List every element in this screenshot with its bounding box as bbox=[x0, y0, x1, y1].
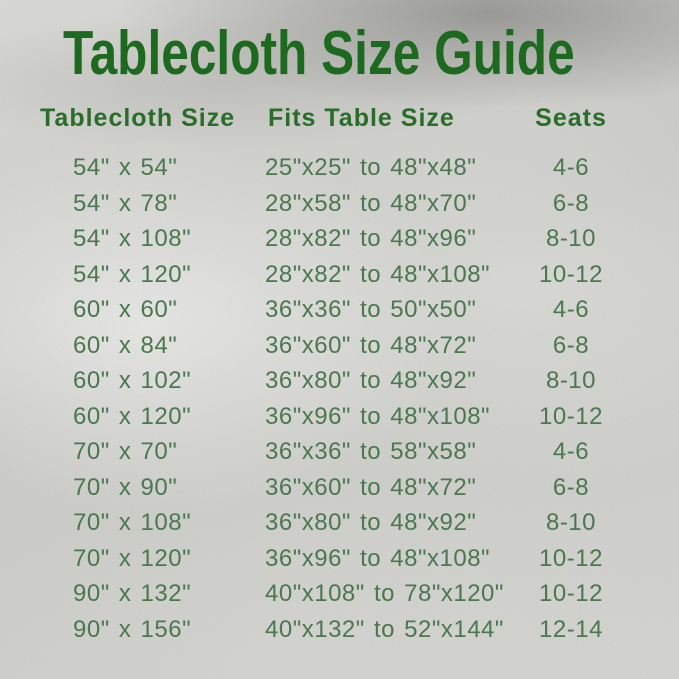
table-row bbox=[0, 434, 679, 470]
tablecloth-size-cell: 90" x 156" bbox=[73, 615, 192, 643]
seats-cell: 8-10 bbox=[545, 225, 597, 252]
table-row bbox=[0, 363, 679, 399]
table-row bbox=[0, 328, 679, 364]
tablecloth-size-cell: 60" x 84" bbox=[73, 331, 178, 359]
fits-table-size-cell: 40"x108" to 78"x120" bbox=[265, 580, 504, 607]
tablecloth-size-cell: 70" x 120" bbox=[73, 544, 192, 572]
tablecloth-size-cell: 54" x 78" bbox=[73, 189, 178, 217]
fits-table-size-cell: 36"x60" to 48"x72" bbox=[265, 331, 477, 359]
fits-table-size-cell: 40"x132" to 52"x144" bbox=[265, 615, 504, 643]
fits-table-size-cell: 28"x82" to 48"x108" bbox=[265, 260, 491, 288]
table-row bbox=[0, 150, 679, 186]
tablecloth-size-cell: 54" x 54" bbox=[73, 154, 178, 181]
table-row bbox=[0, 221, 679, 257]
seats-cell: 8-10 bbox=[545, 367, 597, 394]
tablecloth-size-cell: 90" x 132" bbox=[73, 580, 192, 607]
tablecloth-size-cell: 60" x 60" bbox=[73, 296, 178, 323]
fits-table-size-cell: 28"x82" to 48"x96" bbox=[265, 225, 477, 252]
fits-table-size-cell: 36"x36" to 58"x58" bbox=[265, 438, 477, 465]
seats-cell: 10-12 bbox=[539, 402, 603, 430]
table-row bbox=[0, 541, 679, 577]
fits-table-size-cell: 25"x25" to 48"x48" bbox=[265, 154, 477, 181]
table-row bbox=[0, 505, 679, 541]
fits-table-size-cell: 28"x58" to 48"x70" bbox=[265, 189, 477, 217]
seats-cell: 4-6 bbox=[552, 438, 590, 465]
title-bar bbox=[0, 18, 658, 89]
table-header-row bbox=[0, 98, 679, 138]
tablecloth-size-cell: 60" x 102" bbox=[73, 367, 192, 394]
fits-table-size-cell: 36"x96" to 48"x108" bbox=[265, 544, 491, 572]
column-header-seats: Seats bbox=[535, 104, 607, 132]
seats-cell: 6-8 bbox=[552, 331, 590, 359]
table-row bbox=[0, 612, 679, 648]
table-row bbox=[0, 470, 679, 506]
seats-cell: 8-10 bbox=[545, 509, 597, 536]
seats-cell: 10-12 bbox=[539, 580, 603, 607]
seats-cell: 12-14 bbox=[539, 615, 603, 643]
seats-cell: 10-12 bbox=[539, 260, 603, 288]
table-row bbox=[0, 292, 679, 328]
seats-cell: 4-6 bbox=[552, 296, 590, 323]
tablecloth-size-cell: 60" x 120" bbox=[73, 402, 192, 430]
table-row bbox=[0, 186, 679, 222]
page-title: Tablecloth Size Guide bbox=[62, 19, 575, 88]
tablecloth-size-cell: 70" x 108" bbox=[73, 509, 192, 536]
fits-table-size-cell: 36"x36" to 50"x50" bbox=[265, 296, 477, 323]
tablecloth-size-cell: 70" x 90" bbox=[73, 473, 178, 501]
seats-cell: 6-8 bbox=[552, 473, 590, 501]
fits-table-size-cell: 36"x80" to 48"x92" bbox=[265, 509, 477, 536]
fits-table-size-cell: 36"x96" to 48"x108" bbox=[265, 402, 491, 430]
tablecloth-size-cell: 70" x 70" bbox=[73, 438, 178, 465]
fits-table-size-cell: 36"x60" to 48"x72" bbox=[265, 473, 477, 501]
column-header-fits-table-size: Fits Table Size bbox=[268, 104, 455, 132]
table-row bbox=[0, 257, 679, 293]
table-row bbox=[0, 576, 679, 612]
seats-cell: 6-8 bbox=[552, 189, 590, 217]
seats-cell: 4-6 bbox=[552, 154, 590, 181]
column-header-tablecloth-size: Tablecloth Size bbox=[40, 104, 236, 132]
seats-cell: 10-12 bbox=[539, 544, 603, 572]
size-table bbox=[0, 150, 679, 647]
tablecloth-size-cell: 54" x 108" bbox=[73, 225, 192, 252]
tablecloth-size-cell: 54" x 120" bbox=[73, 260, 192, 288]
table-row bbox=[0, 399, 679, 435]
fits-table-size-cell: 36"x80" to 48"x92" bbox=[265, 367, 477, 394]
